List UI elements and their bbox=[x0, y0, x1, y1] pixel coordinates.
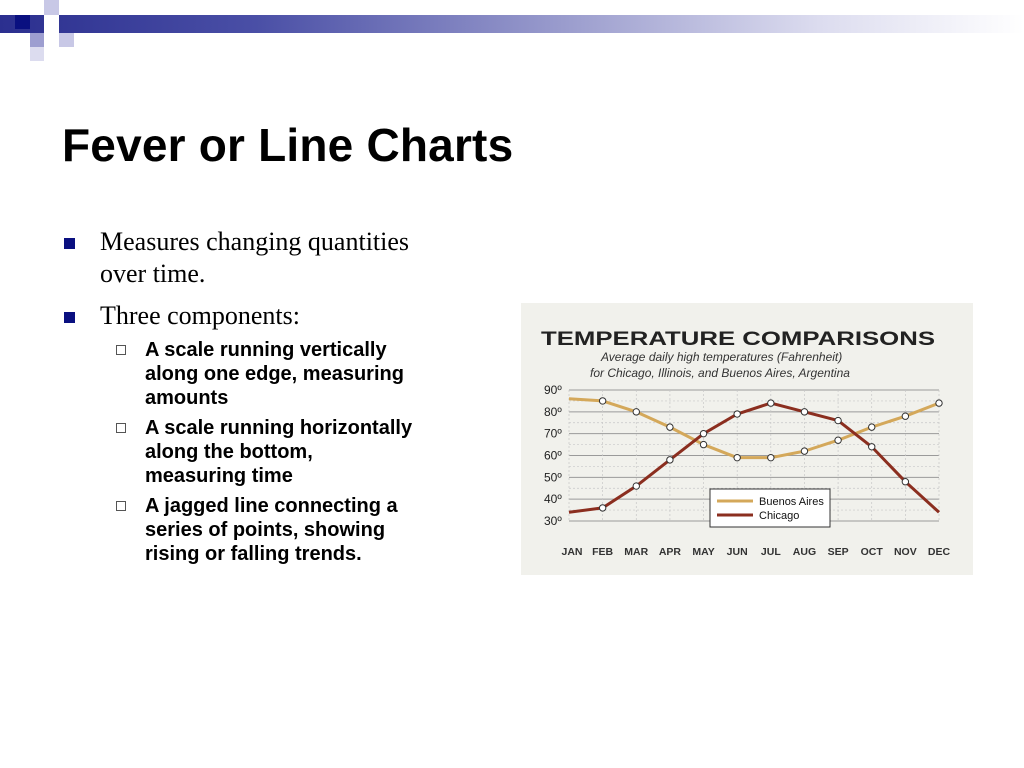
y-tick-label: 50º bbox=[544, 470, 562, 485]
temperature-chart-image bbox=[521, 303, 973, 575]
data-point-chicago bbox=[700, 430, 706, 436]
data-point-buenos-aires bbox=[633, 409, 639, 415]
x-tick-label: MAR bbox=[624, 546, 649, 558]
legend-label-chicago: Chicago bbox=[759, 510, 800, 522]
x-tick-label: SEP bbox=[827, 546, 849, 558]
chart-legend bbox=[710, 489, 830, 527]
chart-subtitle-line-1: Average daily high temperatures (Fahrenheit) bbox=[601, 350, 843, 364]
sub-bullet-jagged-line bbox=[62, 494, 502, 566]
header-square-white bbox=[44, 15, 59, 33]
y-tick-label: 30º bbox=[544, 514, 562, 528]
data-point-buenos-aires bbox=[700, 441, 706, 447]
x-tick-label: APR bbox=[658, 546, 681, 558]
bullet-line: Three components: bbox=[100, 301, 300, 330]
legend-label-buenos-aires: Buenos Aires bbox=[759, 496, 824, 508]
data-point-buenos-aires bbox=[801, 448, 807, 454]
data-point-buenos-aires bbox=[835, 437, 841, 443]
data-point-buenos-aires bbox=[936, 400, 942, 406]
bullet-line: over time. bbox=[100, 259, 206, 288]
sub-bullet-line: along one edge, measuring bbox=[145, 363, 404, 385]
header-square-lavender bbox=[44, 0, 59, 15]
temperature-line-chart bbox=[521, 303, 973, 575]
data-point-chicago bbox=[869, 444, 875, 450]
data-point-chicago bbox=[768, 400, 774, 406]
hollow-square-bullet-icon bbox=[116, 345, 126, 355]
header-square-lavender-2 bbox=[59, 33, 74, 47]
sub-bullet-line: measuring time bbox=[145, 465, 293, 487]
square-bullet-icon bbox=[64, 238, 75, 249]
y-tick-label: 60º bbox=[544, 448, 562, 463]
data-point-chicago bbox=[801, 409, 807, 415]
x-tick-label: JAN bbox=[561, 546, 583, 558]
header-square-light bbox=[30, 47, 44, 61]
y-tick-label: 70º bbox=[544, 426, 562, 441]
square-bullet-icon bbox=[64, 312, 75, 323]
sub-bullet-vertical-scale bbox=[62, 338, 502, 410]
y-tick-label: 90º bbox=[544, 383, 562, 397]
data-point-buenos-aires bbox=[902, 413, 908, 419]
y-tick-label: 40º bbox=[544, 492, 562, 507]
data-point-chicago bbox=[667, 457, 673, 463]
hollow-square-bullet-icon bbox=[116, 423, 126, 433]
slide-title: Fever or Line Charts bbox=[62, 119, 514, 171]
x-tick-label: NOV bbox=[893, 546, 917, 558]
data-point-chicago bbox=[734, 411, 740, 417]
data-point-chicago bbox=[633, 483, 639, 489]
sub-bullet-line: A scale running vertically bbox=[145, 339, 387, 361]
data-point-buenos-aires bbox=[734, 454, 740, 460]
x-tick-label: AUG bbox=[792, 546, 817, 558]
data-point-buenos-aires bbox=[768, 454, 774, 460]
sub-bullet-line: rising or falling trends. bbox=[145, 543, 362, 565]
data-point-buenos-aires bbox=[599, 398, 605, 404]
data-point-buenos-aires bbox=[869, 424, 875, 430]
sub-bullet-line: series of points, showing bbox=[145, 519, 386, 541]
bullet-measures-changing bbox=[62, 226, 502, 290]
x-tick-label: JUN bbox=[726, 546, 748, 558]
bullet-three-components bbox=[62, 300, 502, 332]
bullet-line: Measures changing quantities bbox=[100, 227, 410, 256]
data-point-chicago bbox=[835, 417, 841, 423]
header-square-navy bbox=[15, 15, 30, 29]
y-tick-label: 80º bbox=[544, 404, 562, 419]
data-point-chicago bbox=[902, 479, 908, 485]
chart-title: TEMPERATURE COMPARISONS bbox=[541, 329, 935, 350]
sub-bullet-line: along the bottom, bbox=[145, 441, 313, 463]
sub-bullet-line: A jagged line connecting a bbox=[145, 495, 398, 517]
x-tick-label: FEB bbox=[592, 546, 614, 558]
header-square-violet bbox=[30, 33, 44, 47]
x-tick-label: OCT bbox=[860, 546, 883, 558]
chart-subtitle-line-2: for Chicago, Illinois, and Buenos Aires, Argentina bbox=[590, 366, 850, 380]
hollow-square-bullet-icon bbox=[116, 501, 126, 511]
bullet-list bbox=[62, 226, 502, 572]
sub-bullet-line: A scale running horizontally bbox=[145, 417, 413, 439]
header-gradient-band bbox=[0, 15, 1024, 33]
data-point-buenos-aires bbox=[667, 424, 673, 430]
data-point-chicago bbox=[599, 505, 605, 511]
x-tick-label: MAY bbox=[692, 546, 715, 558]
x-tick-label: DEC bbox=[927, 546, 951, 558]
sub-bullet-line: amounts bbox=[145, 387, 229, 409]
sub-bullet-horizontal-scale bbox=[62, 416, 502, 488]
x-tick-label: JUL bbox=[760, 546, 781, 558]
